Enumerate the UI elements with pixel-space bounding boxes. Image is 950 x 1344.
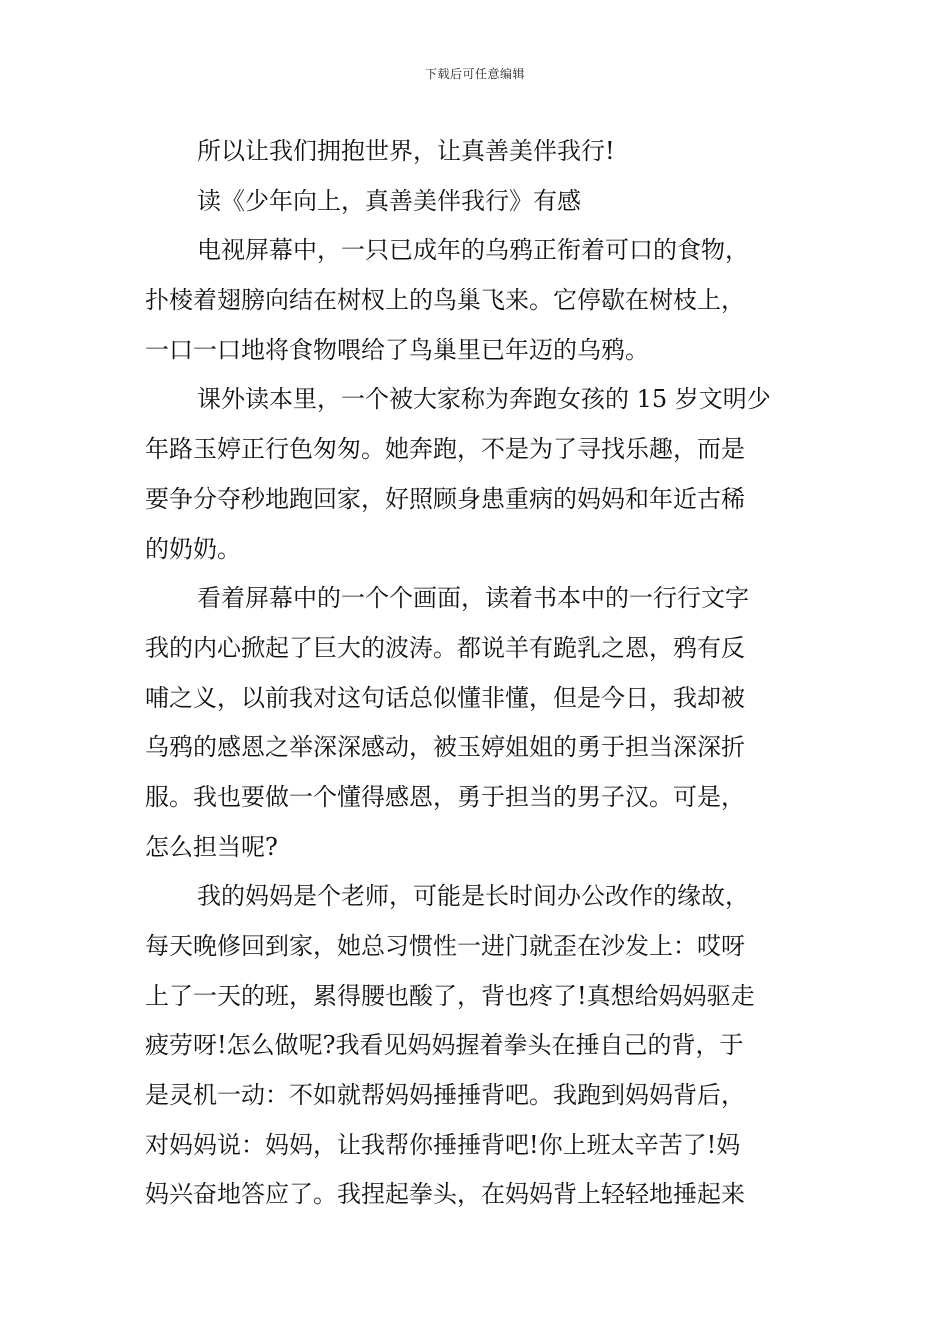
text-line: 对妈妈说：妈妈，让我帮你捶捶背吧!你上班太辛苦了!妈 bbox=[145, 1130, 741, 1159]
text-line: 扑棱着翅膀向结在树杈上的鸟巢飞来。它停歇在树枝上， bbox=[145, 286, 745, 315]
text-line: 乌鸦的感恩之举深深感动，被玉婷姐姐的勇于担当深深折 bbox=[145, 733, 745, 762]
paragraph-first-line: 看着屏幕中的一个个画面，读着书本中的一行行文字 bbox=[197, 584, 749, 613]
paragraph-first-line: 我的妈妈是个老师，可能是长时间办公改作的缘故， bbox=[197, 882, 749, 911]
text-line: 我的内心掀起了巨大的波涛。都说羊有跪乳之恩，鸦有反 bbox=[145, 633, 745, 662]
page-header: 下载后可任意编辑 bbox=[424, 67, 525, 81]
paragraph-first-line: 读《少年向上，真善美伴我行》有感 bbox=[197, 186, 581, 215]
text-line: 每天晚修回到家，她总习惯性一进门就歪在沙发上：哎呀 bbox=[145, 932, 745, 960]
text-line: 妈兴奋地答应了。我捏起拳头，在妈妈背上轻轻地捶起来 bbox=[145, 1180, 745, 1209]
paragraph-first-line: 电视屏幕中，一只已成年的乌鸦正衔着可口的食物， bbox=[197, 236, 749, 265]
paragraph-first-line: 课外读本里，一个被大家称为奔跑女孩的 15 岁文明少 bbox=[197, 385, 771, 414]
text-line: 哺之义，以前我对这句话总似懂非懂，但是今日，我却被 bbox=[145, 683, 745, 712]
text-line: 服。我也要做一个懂得感恩，勇于担当的男子汉。可是， bbox=[145, 782, 745, 811]
text-line: 怎么担当呢? bbox=[145, 832, 278, 861]
text-line: 一口一口地将食物喂给了鸟巢里已年迈的乌鸦。 bbox=[145, 335, 649, 364]
text-line: 上了一天的班，累得腰也酸了，背也疼了!真想给妈妈驱走 bbox=[145, 981, 755, 1010]
text-line: 疲劳呀!怎么做呢?我看见妈妈握着拳头在捶自己的背，于 bbox=[145, 1031, 744, 1060]
text-line: 年路玉婷正行色匆匆。她奔跑，不是为了寻找乐趣，而是 bbox=[145, 435, 745, 464]
paragraph-first-line: 所以让我们拥抱世界，让真善美伴我行! bbox=[197, 137, 615, 165]
text-line: 的奶奶。 bbox=[145, 534, 241, 563]
document-body bbox=[145, 127, 815, 1220]
text-line: 要争分夺秒地跑回家，好照顾身患重病的妈妈和年近古稀 bbox=[145, 484, 745, 513]
text-line: 是灵机一动：不如就帮妈妈捶捶背吧。我跑到妈妈背后， bbox=[145, 1081, 745, 1110]
